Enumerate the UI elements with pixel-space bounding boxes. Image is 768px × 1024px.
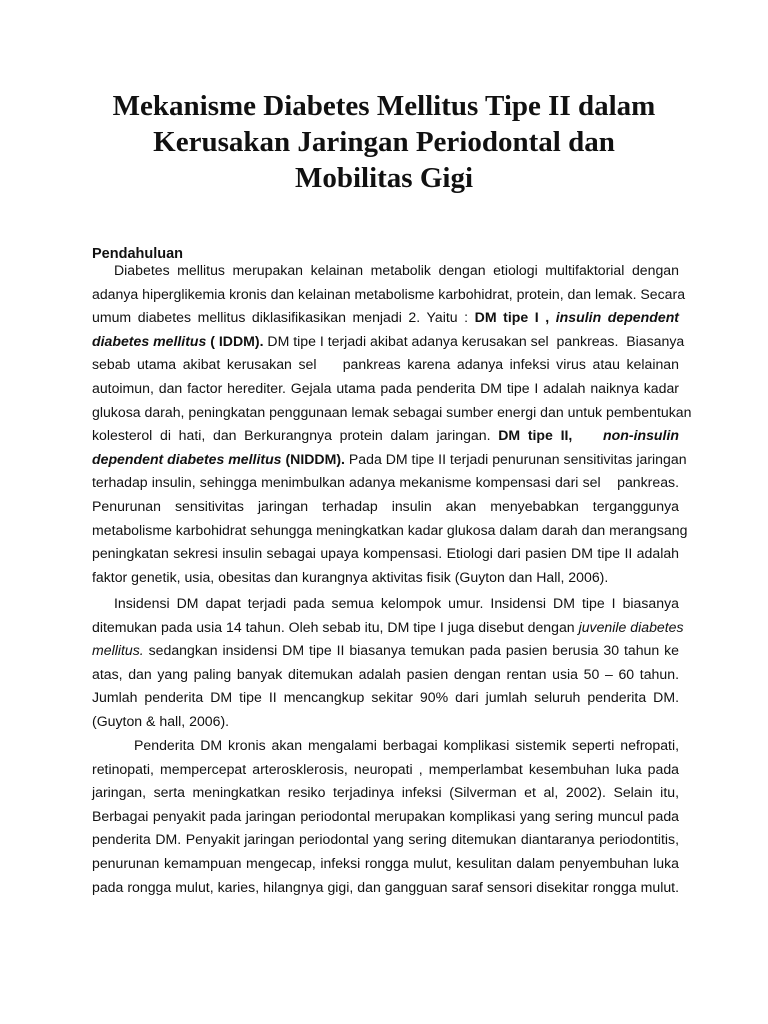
paragraph-3-line-5: penderita DM. Penyakit jaringan periodontal yang sering ditemukan diantaranya periodontitis,: [92, 831, 679, 848]
title-line-2: Kerusakan Jaringan Periodontal dan: [153, 126, 615, 158]
paragraph-2-line-6: (Guyton & hall, 2006).: [92, 712, 230, 729]
paragraph-3-line-3: jaringan, serta meningkatkan resiko terjadinya infeksi (Silverman et al, 2002). Selain itu,: [92, 784, 679, 801]
paragraph-1-line-2: adanya hiperglikemia kronis dan kelainan metabolisme karbohidrat, protein, dan lemak. Secara: [92, 285, 686, 302]
paragraph-2-line-2: [92, 616, 684, 640]
bold-italic-term: diabetes mellitus: [92, 332, 207, 349]
bold-term: DM tipe II,: [498, 427, 573, 444]
paragraph-2: [92, 592, 684, 734]
paragraph-1-line-13: peningkatan sekresi insulin sebagai upaya kompensasi. Etiologi dari pasien DM tipe II adalah: [92, 545, 679, 562]
paragraph-1-line-6: autoimun, dan factor herediter. Gejala utama pada penderita DM tipe I adalah naiknya kadar: [92, 379, 679, 396]
paragraph-1-line-12: metabolisme karbohidrat sehungga meningkatkan kadar glukosa dalam darah dan merangsang: [92, 521, 688, 538]
paragraph-2-line-5: Jumlah penderita DM tipe II mencangkup sekitar 90% dari jumlah seluruh penderita DM.: [92, 689, 679, 706]
paragraph-1-line-14: faktor genetik, usia, obesitas dan kurangnya aktivitas fisik (Guyton dan Hall, 2006).: [92, 568, 609, 585]
bold-term: DM tipe I ,: [474, 309, 556, 326]
plain-text: DM tipe I terjadi akibat adanya kerusakan sel pankreas. Biasanya: [263, 332, 685, 349]
bold-italic-term: insulin dependent: [555, 309, 680, 326]
paragraph-2-line-4: atas, dan yang paling banyak ditemukan adalah pasien dengan rentan usia 50 – 60 tahun.: [92, 665, 679, 682]
plain-text: ditemukan pada usia 14 tahun. Oleh sebab itu, DM tipe I juga disebut dengan: [92, 618, 579, 635]
bold-italic-term: non-insulin: [572, 427, 679, 444]
plain-text: umum diabetes mellitus diklasifikasikan menjadi 2. Yaitu :: [92, 309, 475, 326]
plain-text: Pada DM tipe II terjadi penurunan sensitivitas jaringan: [344, 450, 687, 467]
paragraph-3-line-7: pada rongga mulut, karies, hilangnya gigi, dan gangguan saraf sensori disekitar rongga mulut.: [92, 878, 679, 895]
paragraph-1-line-3: [92, 306, 679, 330]
plain-text: sedangkan insidensi DM tipe II biasanya temukan pada pasien berusia 30 tahun ke: [143, 642, 679, 659]
bold-term: (NIDDM).: [281, 450, 345, 467]
italic-term: mellitus.: [92, 642, 144, 659]
paragraph-3-line-2: retinopati, mempercepat arterosklerosis, neuropati , memperlambat kesembuhan luka pada: [92, 760, 679, 777]
plain-text: kolesterol di hati, dan Berkurangnya protein dalam jaringan.: [92, 427, 499, 444]
paragraph-1-line-7: glukosa darah, peningkatan penggunaan lemak sebagai sumber energi dan untuk pembentukan: [92, 403, 692, 420]
paragraph-3: [92, 734, 679, 899]
paragraph-2-line-3: [92, 639, 679, 663]
paragraph-3-line-4: Berbagai penyakit pada jaringan periodontal merupakan komplikasi yang sering muncul pada: [92, 807, 679, 824]
paragraph-1: [92, 259, 692, 589]
document-title: [60, 88, 708, 196]
bold-term: ( IDDM).: [206, 332, 264, 349]
paragraph-1-line-4: [92, 330, 685, 354]
title-line-1: Mekanisme Diabetes Mellitus Tipe II dalam: [112, 90, 656, 122]
italic-term: juvenile diabetes: [578, 618, 684, 635]
paragraph-1-line-10: terhadap insulin, sehingga menimbulkan adanya mekanisme kompensasi dari sel pankreas.: [92, 474, 679, 491]
section-heading: Pendahuluan: [92, 246, 184, 262]
bold-italic-term: dependent diabetes mellitus: [92, 450, 282, 467]
paragraph-3-line-6: penurunan kemampuan mengecap, infeksi rongga mulut, kesulitan dalam penyembuhan luka: [92, 854, 679, 871]
paragraph-3-line-1: Penderita DM kronis akan mengalami berbagai komplikasi sistemik seperti nefropati,: [134, 737, 679, 753]
paragraph-1-line-5: sebab utama akibat kerusakan sel pankreas karena adanya infeksi virus atau kelainan: [92, 356, 679, 373]
paragraph-1-line-11: Penurunan sensitivitas jaringan terhadap insulin akan menyebabkan terganggunya: [92, 497, 679, 514]
paragraph-1-line-9: [92, 448, 687, 472]
paragraph-1-line-1: Diabetes mellitus merupakan kelainan metabolik dengan etiologi multifaktorial dengan: [114, 262, 679, 278]
paragraph-2-line-1: Insidensi DM dapat terjadi pada semua kelompok umur. Insidensi DM tipe I biasanya: [114, 595, 679, 611]
paragraph-1-line-8: [92, 424, 679, 448]
title-line-3: Mobilitas Gigi: [294, 162, 474, 194]
